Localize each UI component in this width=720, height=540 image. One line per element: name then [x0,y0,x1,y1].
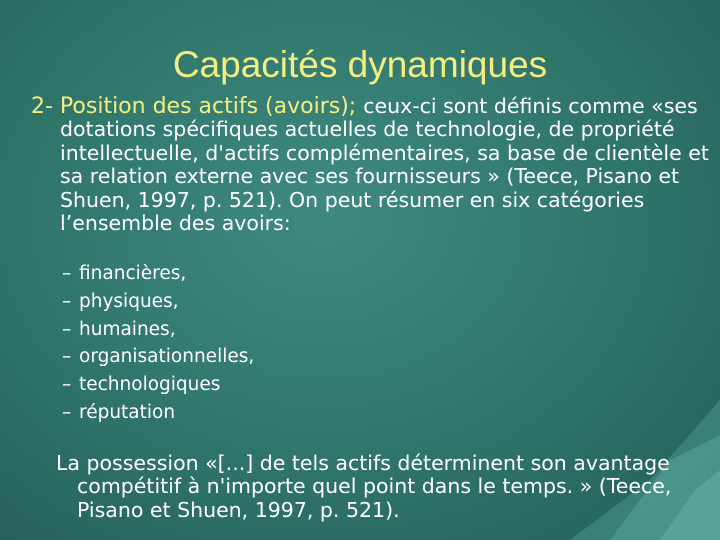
closing-paragraph: La possession «[...] de tels actifs déterminent son avantage compétitif à n'importe quel point dans le temps. » (Teece, Pisano et Shuen, 1997, p. 521). [56,451,672,522]
list-item-label: humaines, [79,318,176,340]
slide-title: Capacités dynamiques [172,44,548,85]
list-item-label: financières, [79,263,187,284]
list-item-label: technologiques [79,374,221,396]
dash-bullet: – [62,263,72,284]
dash-bullet: – [62,374,72,396]
list-item [62,399,254,427]
paragraph-body: ceux-ci sont définis comme «ses dotations spécifiques actuelles de technologie, de propriété intellectuelle, d'actifs complémentaires, sa base de clientèle et sa relation externe avec ses fournisseurs » (Teece, Pisano et Shuen, 1997, p. 521). On peut résumer en six catégories l’ensemble des avoirs: [60,94,709,236]
list-item-label: organisationnelles, [79,346,255,368]
list-item [62,260,254,288]
list-item-label: physiques, [79,290,179,312]
list-item [62,343,254,371]
paragraph-lead: 2- Position des actifs (avoirs); [31,94,364,119]
dash-bullet: – [62,346,72,368]
list-item [62,371,254,399]
list-item [62,288,254,316]
main-paragraph [31,95,720,235]
dash-bullet: – [62,401,72,423]
dash-bullet: – [62,290,72,312]
list-item-label: réputation [79,401,176,423]
dash-bullet: – [62,318,72,340]
asset-categories-list [62,260,254,427]
list-item [62,316,254,344]
